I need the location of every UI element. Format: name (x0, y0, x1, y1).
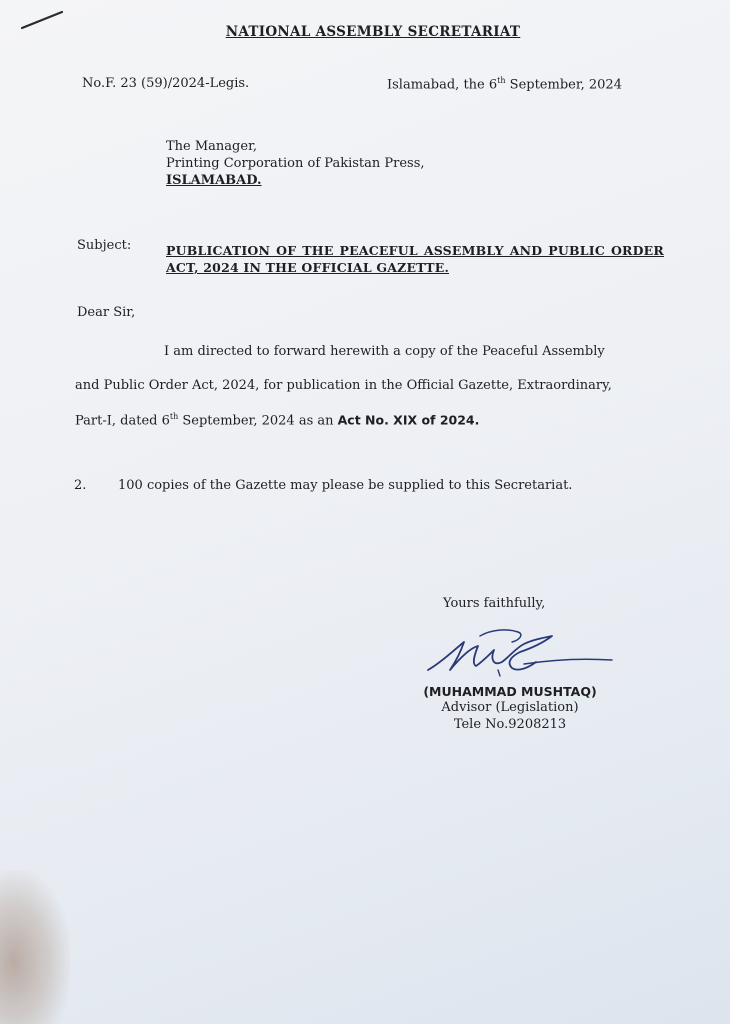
act-number: Act No. XIX of 2024. (337, 412, 480, 428)
letterhead (0, 24, 730, 40)
date-prefix: Islamabad, the 6 (387, 77, 498, 93)
signer-designation: Advisor (Legislation) (441, 700, 579, 715)
signer-name: (MUHAMMAD MUSHTAQ) (423, 684, 597, 699)
subject-label: Subject: (77, 238, 132, 253)
salutation: Dear Sir, (77, 305, 136, 320)
para-2-text: 100 copies of the Gazette may please be supplied to this Secretariat. (118, 478, 573, 493)
date-sup: th (497, 76, 506, 85)
para-2-number: 2. (74, 478, 87, 493)
photo-shadow (0, 870, 70, 1024)
recipient-city: ISLAMABAD. (166, 173, 262, 188)
recipient-title: The Manager, (166, 139, 257, 154)
subject-text: PUBLICATION OF THE PEACEFUL ASSEMBLY AND PUBLIC ORDER ACT, 2024 IN THE OFFICIAL GAZETTE. (166, 243, 664, 275)
date-suffix: September, 2024 (505, 77, 622, 93)
body-line-3-sup: th (169, 412, 179, 421)
recipient-org: Printing Corporation of Pakistan Press, (166, 156, 425, 171)
recipient-address (166, 138, 425, 189)
body-line-3 (75, 412, 479, 428)
body-line-1: I am directed to forward herewith a copy of the Peaceful Assembly (164, 344, 605, 359)
signer-telephone: Tele No.9208213 (453, 717, 567, 732)
signature (420, 618, 620, 682)
body-line-3-mid: September, 2024 as an (178, 413, 338, 429)
letterhead-title: NATIONAL ASSEMBLY SECRETARIAT (225, 24, 521, 40)
body-line-2: and Public Order Act, 2024, for publication in the Official Gazette, Extraordinary, (75, 378, 612, 393)
date-line (387, 76, 622, 92)
body-line-3-prefix: Part-I, dated 6 (75, 413, 170, 429)
closing: Yours faithfully, (443, 596, 546, 611)
reference-number: No.F. 23 (59)/2024-Legis. (82, 76, 250, 91)
